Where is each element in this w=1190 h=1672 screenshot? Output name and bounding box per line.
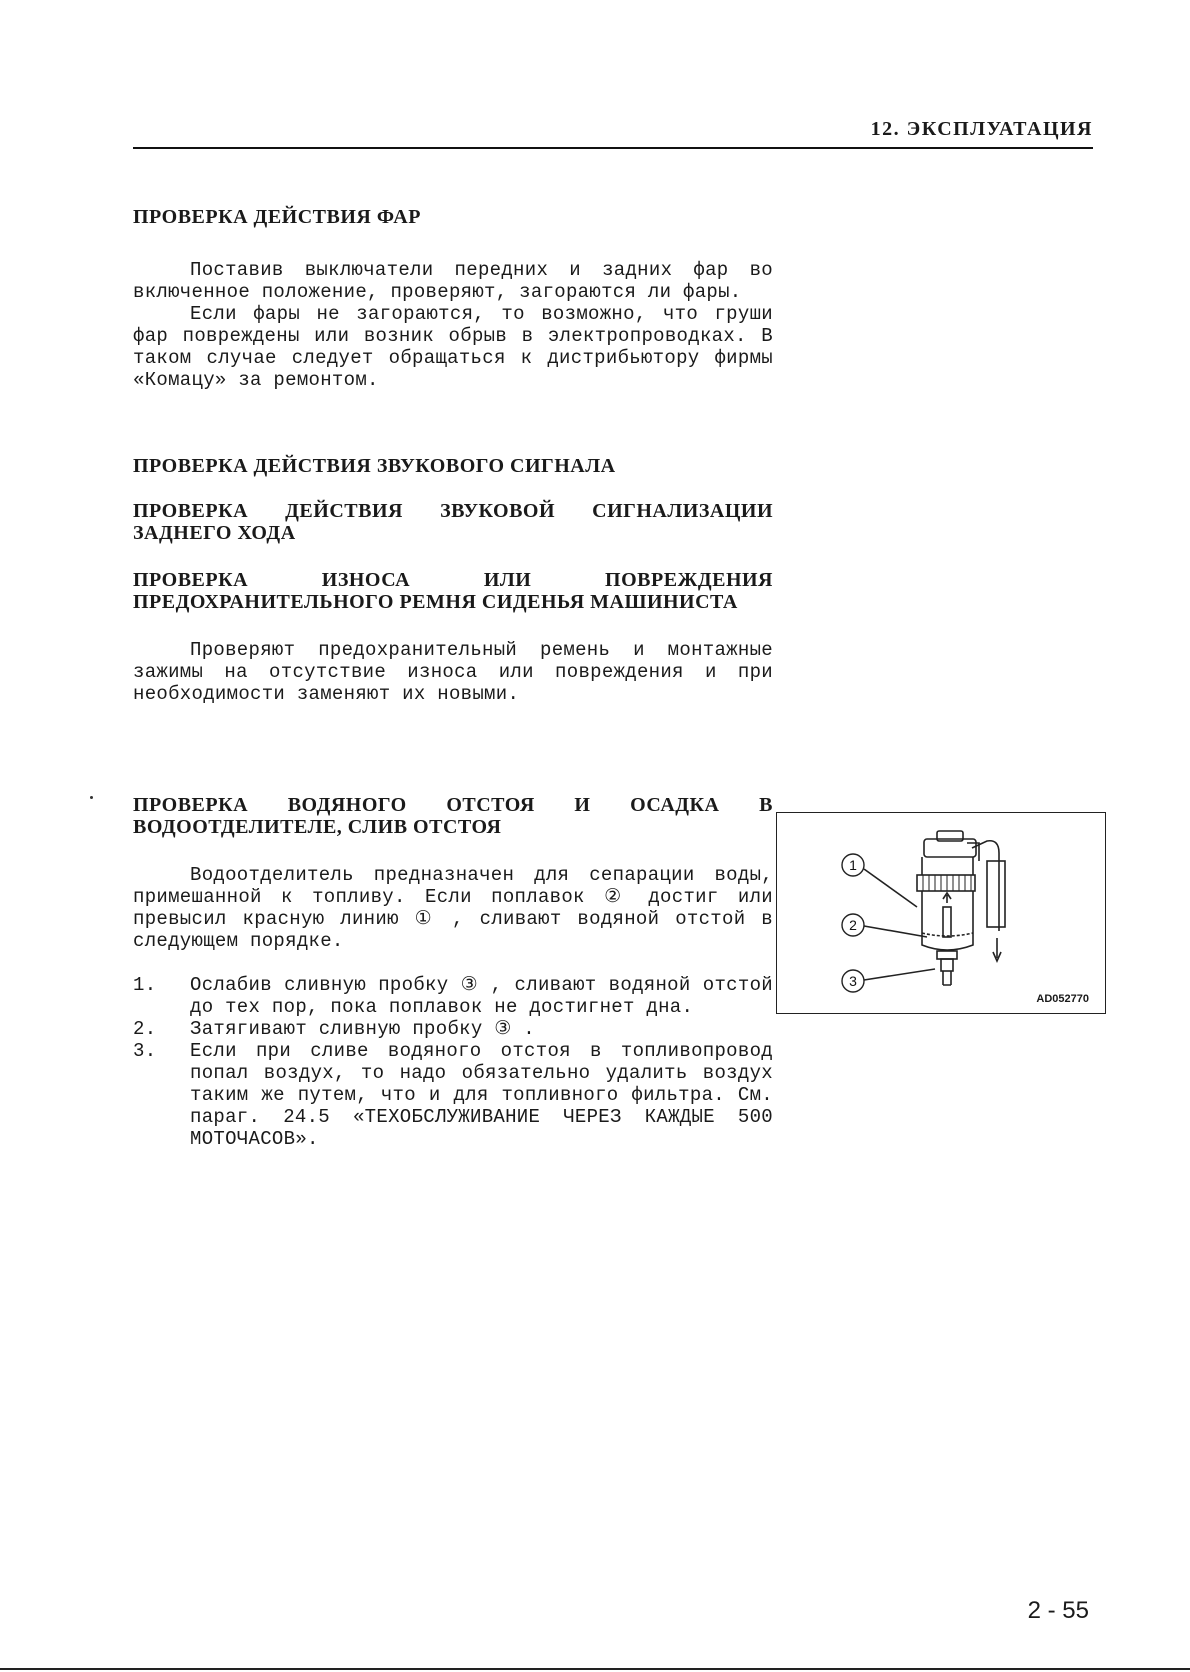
figure-code: AD052770 [1036, 993, 1089, 1005]
section-headlights [133, 206, 773, 391]
stray-mark [90, 796, 93, 799]
list-item-number: 2. [133, 1018, 157, 1040]
paragraph: Поставив выключатели передних и задних фар во включенное положение, проверяют, загораются ли фары. [133, 259, 773, 303]
section-heading: ПРОВЕРКА ИЗНОСА ИЛИ ПОВРЕЖДЕНИЯ ПРЕДОХРАНИТЕЛЬНОГО РЕМНЯ СИДЕНЬЯ МАШИНИСТА [133, 569, 773, 613]
bottom-divider [0, 1668, 1190, 1670]
page-number: 2 - 55 [1027, 1597, 1089, 1624]
section-heading: ПРОВЕРКА ДЕЙСТВИЯ ЗВУКОВОГО СИГНАЛА [133, 455, 616, 477]
list-item-text: Если при сливе водяного отстоя в топливопровод попал воздух, то надо обязательно удалить воздух таким же путем, что и для топливного фильтра. См. параг. 24.5 «ТЕХОБСЛУЖИВАНИЕ ЧЕРЕЗ КАЖДЫЕ 500 МОТОЧАСОВ». [190, 1040, 773, 1150]
water-separator-figure [776, 812, 1106, 1014]
callout-3-label: 3 [849, 973, 857, 989]
header-divider [133, 147, 1093, 149]
list-item [133, 1018, 773, 1040]
list-item-number: 3. [133, 1040, 157, 1062]
paragraph: Если фары не загораются, то возможно, что груши фар повреждены или возник обрыв в электропроводках. В таком случае следует обращаться к дистрибьютору фирмы «Комацу» за ремонтом. [133, 303, 773, 391]
callout-2-label: 2 [849, 917, 857, 933]
list-item-number: 1. [133, 974, 157, 996]
section-reverse-alarm [133, 500, 773, 544]
steps-list [133, 974, 773, 1150]
list-item-text: Ослабив сливную пробку ③ , сливают водяной отстой до тех пор, пока поплавок не достигнет дна. [190, 974, 773, 1018]
section-heading: ПРОВЕРКА ДЕЙСТВИЯ ФАР [133, 206, 421, 228]
section-heading: ПРОВЕРКА ДЕЙСТВИЯ ЗВУКОВОЙ СИГНАЛИЗАЦИИ ЗАДНЕГО ХОДА [133, 500, 773, 544]
page-header-title: 12. ЭКСПЛУАТАЦИЯ [870, 118, 1093, 140]
list-item-text: Затягивают сливную пробку ③ . [190, 1018, 535, 1040]
list-item [133, 974, 773, 1018]
list-item [133, 1040, 773, 1150]
section-horn [133, 455, 773, 477]
paragraph: Проверяют предохранительный ремень и монтажные зажимы на отсутствие износа или повреждения и при необходимости заменяют их новыми. [133, 639, 773, 705]
section-seat-belt [133, 569, 773, 705]
section-water-separator [133, 794, 773, 1150]
section-heading: ПРОВЕРКА ВОДЯНОГО ОТСТОЯ И ОСАДКА В ВОДООТДЕЛИТЕЛЕ, СЛИВ ОТСТОЯ [133, 794, 773, 838]
callout-1-label: 1 [849, 857, 857, 873]
paragraph: Водоотделитель предназначен для сепарации воды, примешанной к топливу. Если поплавок ② достиг или превысил красную линию ① , сливают водяной отстой в следующем порядке. [133, 864, 773, 952]
water-separator-illustration [777, 813, 1107, 1015]
